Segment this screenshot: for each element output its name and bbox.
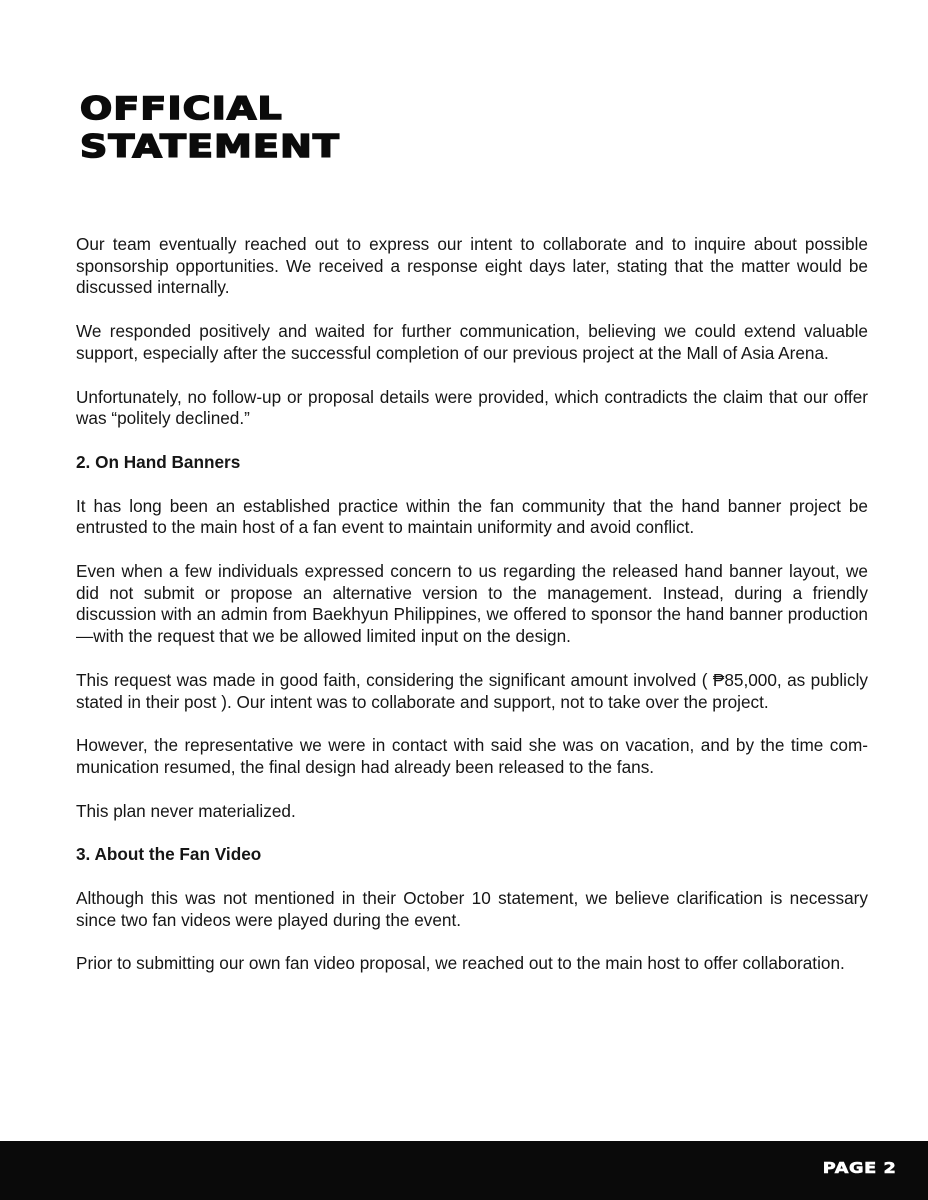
section-heading-hand-banners: 2. On Hand Banners	[76, 451, 241, 472]
statement-body	[76, 234, 868, 997]
page-title	[80, 90, 340, 166]
paragraph-6: This request was made in good faith, considering the significant amount involved ( ₱85,000, as publicly stated in their post ). Our intent was to collaborate and support, not to take over the project.	[76, 669, 868, 712]
paragraph-2: We responded positively and waited for further communication, believing we could extend valuable support, especially after the successful completion of our previous project at the Mall of Asia Arena.	[76, 321, 868, 363]
paragraph-10: Prior to submitting our own fan video proposal, we reached out to the main host to offer collaboration.	[76, 953, 845, 974]
paragraph-3: Unfortunately, no follow-up or proposal details were provided, which contradicts the claim that our offer was “politely declined.”	[76, 386, 868, 429]
paragraph-9: Although this was not mentioned in their October 10 statement, we believe clarification is necessary since two fan videos were played during the event.	[76, 888, 868, 930]
footer-bar	[0, 1141, 928, 1200]
paragraph-7: However, the representative we were in contact with said she was on vacation, and by the time communication resumed, the final design had already been released to the fans.	[76, 735, 868, 777]
paragraph-4: It has long been an established practice within the fan community that the hand banner project be entrusted to the main host of a fan event to maintain uniformity and avoid conflict.	[76, 495, 868, 538]
title-line-2: STATEMENT	[80, 129, 340, 165]
paragraph-8: This plan never materialized.	[76, 800, 296, 821]
title-line-1: OFFICIAL	[80, 91, 283, 127]
paragraph-1: Our team eventually reached out to express our intent to collaborate and to inquire about possible sponsorship opportunities. We received a response eight days later, stating that the matter would be discussed internally.	[76, 234, 868, 298]
page-number: PAGE 2	[822, 1159, 896, 1177]
section-heading-fan-video: 3. About the Fan Video	[76, 844, 262, 865]
paragraph-5: Even when a few individuals expressed concern to us regarding the released hand banner layout, we did not submit or propose an alternative version to the management. Instead, during a friendly discussion with an admin from Baekhyun Philippines, we offered to sponsor the hand banner production—with the request that we be allowed limited input on the design.	[76, 561, 868, 647]
